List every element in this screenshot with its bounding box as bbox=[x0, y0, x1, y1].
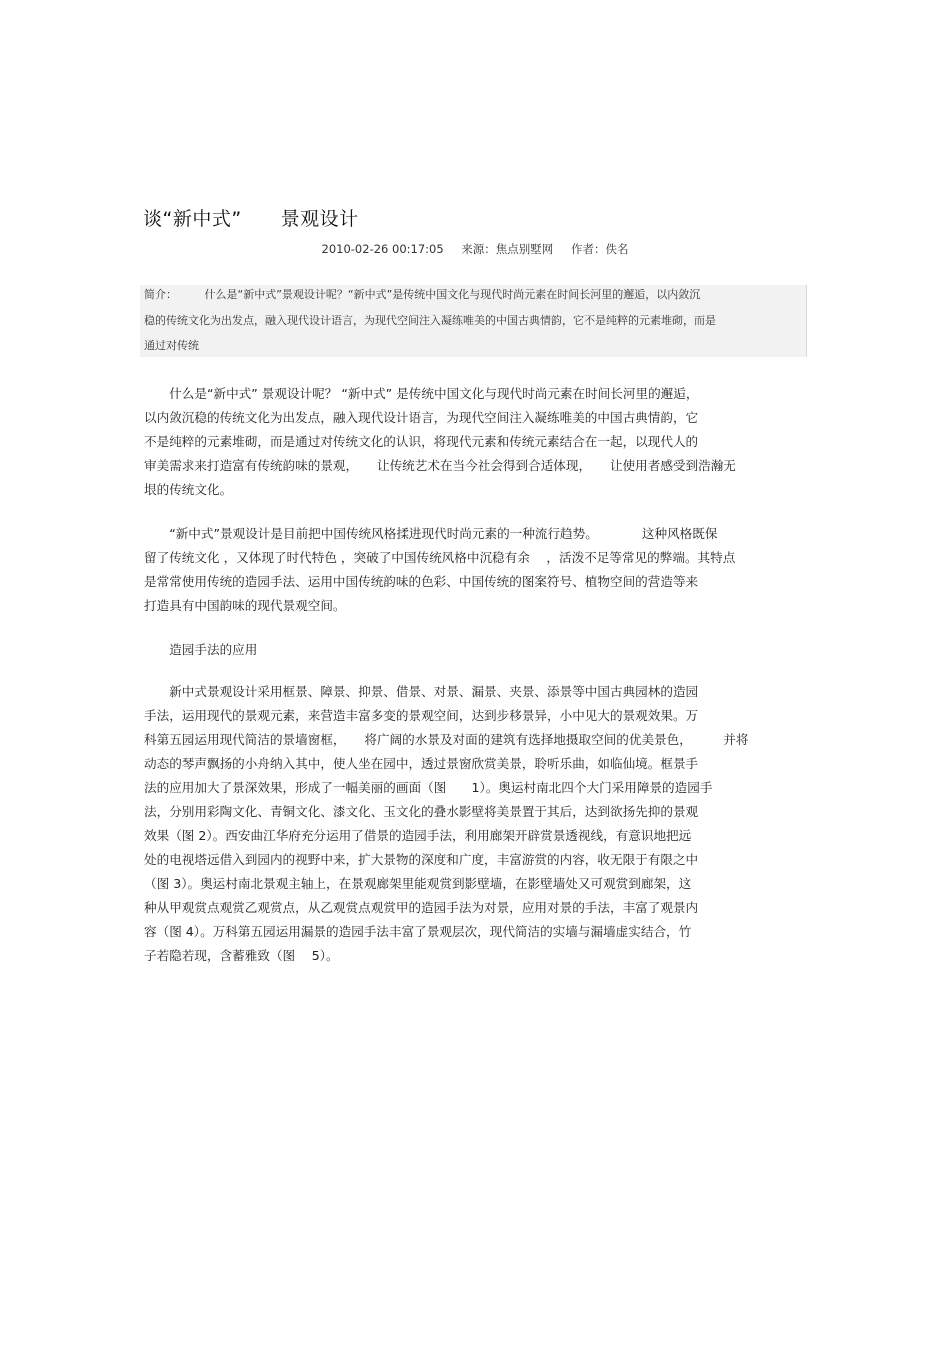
text-line: 子若隐若现，含蓄雅致（图 5）。 bbox=[144, 948, 339, 963]
text-line: （图 3）。奥运村南北景观主轴上，在景观廊架里能观赏到影壁墙，在影壁墙处又可观赏到廊架，这 bbox=[144, 876, 692, 891]
text-line: 科第五园运用现代简洁的景墙窗框， 将广阔的水景及对面的建筑有选择地摄取空间的优美景色， 并将 bbox=[144, 732, 749, 747]
publish-date: 2010-02-26 00:17:05 bbox=[321, 242, 444, 256]
summary-line: 稳的传统文化为出发点，融入现代设计语言，为现代空间注入凝练唯美的中国古典情韵，它不是纯粹的元素堆砌，而是 bbox=[144, 314, 716, 327]
text-line: 打造具有中国韵味的现代景观空间。 bbox=[144, 598, 346, 613]
text-line: 种从甲观赏点观赏乙观赏点，从乙观赏点观赏甲的造园手法为对景，应用对景的手法，丰富了观景内 bbox=[144, 900, 699, 915]
text-line: 审美需求来打造富有传统韵味的景观， 让传统艺术在当今社会得到合适体现， 让使用者感受到浩瀚无 bbox=[144, 458, 736, 473]
text-line: 法，分别用彩陶文化、青铜文化、漆文化、玉文化的叠水影壁将美景置于其后，达到欲扬先抑的景观 bbox=[144, 804, 699, 819]
summary-line: 简介： 什么是“新中式”景观设计呢？“新中式”是传统中国文化与现代时尚元素在时间长河里的邂逅，以内敛沉 bbox=[144, 288, 701, 301]
article-author: 作者：佚名 bbox=[570, 242, 629, 256]
text-line: 什么是“新中式” 景观设计呢？ “新中式” 是传统中国文化与现代时尚元素在时间长河里的邂逅， bbox=[144, 386, 699, 401]
text-line: 新中式景观设计采用框景、障景、抑景、借景、对景、漏景、夹景、添景等中国古典园林的造园 bbox=[144, 684, 699, 699]
text-line: 容（图 4）。万科第五园运用漏景的造园手法丰富了景观层次，现代简洁的实墙与漏墙虚实结合，竹 bbox=[144, 924, 692, 939]
text-line: 不是纯粹的元素堆砌，而是通过对传统文化的认识，将现代元素和传统元素结合在一起，以现代人的 bbox=[144, 434, 699, 449]
text-line: 处的电视塔远借入到园内的视野中来，扩大景物的深度和广度，丰富游赏的内容，收无限于有限之中 bbox=[144, 852, 699, 867]
text-line: 效果（图 2）。西安曲江华府充分运用了借景的造园手法，利用廊架开辟赏景透视线，有意识地把远 bbox=[144, 828, 692, 843]
text-line: 是常常使用传统的造园手法、运用中国传统韵味的色彩、中国传统的图案符号、植物空间的营造等来 bbox=[144, 574, 699, 589]
text-line: 手法，运用现代的景观元素，来营造丰富多变的景观空间，达到步移景异，小中见大的景观效果。万 bbox=[144, 708, 699, 723]
article-title: 谈“新中式” 景观设计 bbox=[143, 208, 359, 230]
text-line: 以内敛沉稳的传统文化为出发点，融入现代设计语言，为现代空间注入凝练唯美的中国古典情韵，它 bbox=[144, 410, 699, 425]
article-meta bbox=[0, 241, 950, 257]
text-line: 留了传统文化 ，又体现了时代特色 ，突破了中国传统风格中沉稳有余 ，活泼不足等常见的弊端。其特点 bbox=[144, 550, 736, 565]
summary-line: 通过对传统 bbox=[144, 339, 199, 352]
text-line: 垠的传统文化。 bbox=[144, 482, 233, 497]
text-line: 法的应用加大了景深效果，形成了一幅美丽的画面（图 1）。奥运村南北四个大门采用障景的造园手 bbox=[144, 780, 713, 795]
article-source: 来源：焦点别墅网 bbox=[461, 242, 554, 256]
section-heading-text: 造园手法的应用 bbox=[144, 642, 258, 657]
summary-box bbox=[140, 285, 807, 357]
text-line: “新中式”景观设计是目前把中国传统风格揉进现代时尚元素的一种流行趋势。 这种风格既保 bbox=[144, 526, 718, 541]
text-line: 动态的琴声飘扬的小舟纳入其中，使人坐在园中，透过景窗欣赏美景，聆听乐曲，如临仙境。框景手 bbox=[144, 756, 699, 771]
